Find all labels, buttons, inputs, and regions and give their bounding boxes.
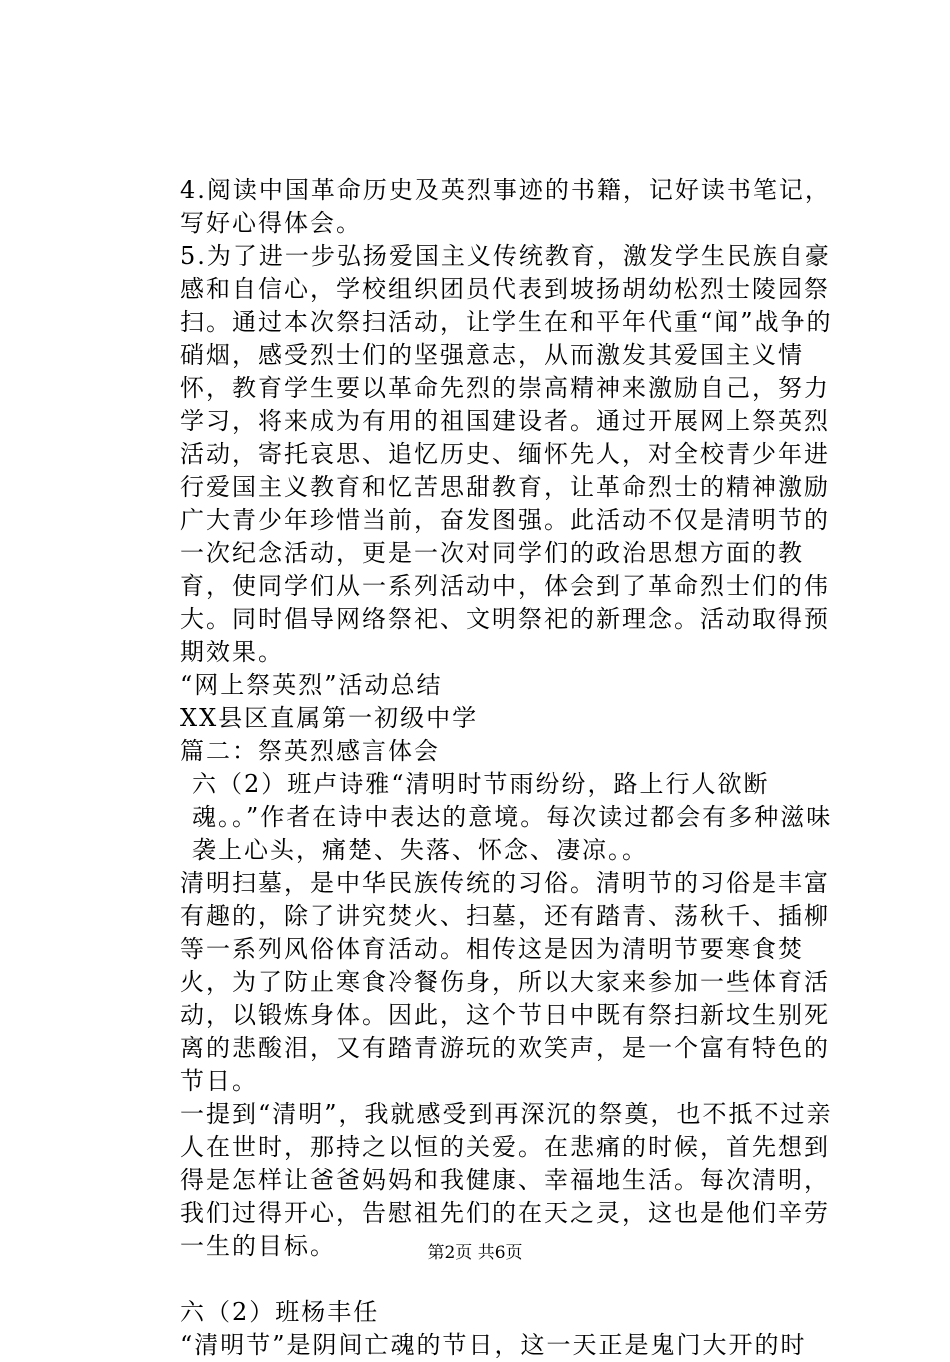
paragraph-lu-shiya: 六（2）班卢诗雅“清明时节雨纷纷，路上行人欲断魂。。”作者在诗中表达的意境。每次读过都会有多种滋味袭上心头，痛楚、失落、怀念、凄凉。。: [192, 770, 833, 864]
author-line: 六（2）班杨丰任: [180, 1298, 380, 1326]
summary-title: “网上祭英烈”活动总结: [180, 671, 443, 699]
paragraph-spacer: [144, 1263, 844, 1296]
paragraph-yang-fengren: “清明节”是阴间亡魂的节日，这一天正是鬼门大开的时: [180, 1331, 807, 1359]
paragraph-qingming-customs: 清明扫墓，是中华民族传统的习俗。清明节的习俗是丰富有趣的，除了讲究焚火、扫墓，还有踏青、荡秋千、插柳等一系列风俗体育活动。相传这是因为清明节要寒食焚火，为了防止寒食冷餐伤身，所以大家来参加一些体育活动，以锻炼身体。因此，这个节日中既有祭扫新坟生别死离的悲酸泪，又有踏青游玩的欢笑声，是一个富有特色的节日。: [180, 869, 830, 1095]
paragraph-item-5: 5.为了进一步弘扬爱国主义传统教育，激发学生民族自豪感和自信心，学校组织团员代表到坡扬胡幼松烈士陵园祭扫。通过本次祭扫活动，让学生在和平年代重“闻”战争的硝烟，感受烈士们的坚强意志，从而激发其爱国主义情怀，教育学生要以革命先烈的崇高精神来激励自己，努力学习，将来成为有用的祖国建设者。通过开展网上祭英烈活动，寄托哀思、追忆历史、缅怀先人，对全校青少年进行爱国主义教育和忆苦思甜教育，让革命烈士的精神激励广大青少年珍惜当前，奋发图强。此活动不仅是清明节的一次纪念活动，更是一次对同学们的政治思想方面的教育，使同学们从一系列活动中，体会到了革命烈士们的伟大。同时倡导网络祭祀、文明祭祀的新理念。活动取得预期效果。: [180, 242, 833, 666]
school-name: XX县区直属第一初级中学: [180, 704, 479, 732]
paragraph-item-4: 4.阅读中国革命历史及英烈事迹的书籍，记好读书笔记，写好心得体会。: [180, 176, 831, 237]
page-footer: 第2页 共6页: [427, 1243, 523, 1263]
document-body: [144, 174, 844, 1362]
paragraph-remembrance: 一提到“清明”，我就感受到再深沉的祭奠，也不抵不过亲人在世时，那持之以恒的关爱。在悲痛的时候，首先想到得是怎样让爸爸妈妈和我健康、幸福地生活。每次清明，我们过得开心，告慰祖先们的在天之灵，这也是他们辛劳一生的目标。: [180, 1100, 833, 1260]
section-heading: 篇二：祭英烈感言体会: [180, 737, 440, 765]
